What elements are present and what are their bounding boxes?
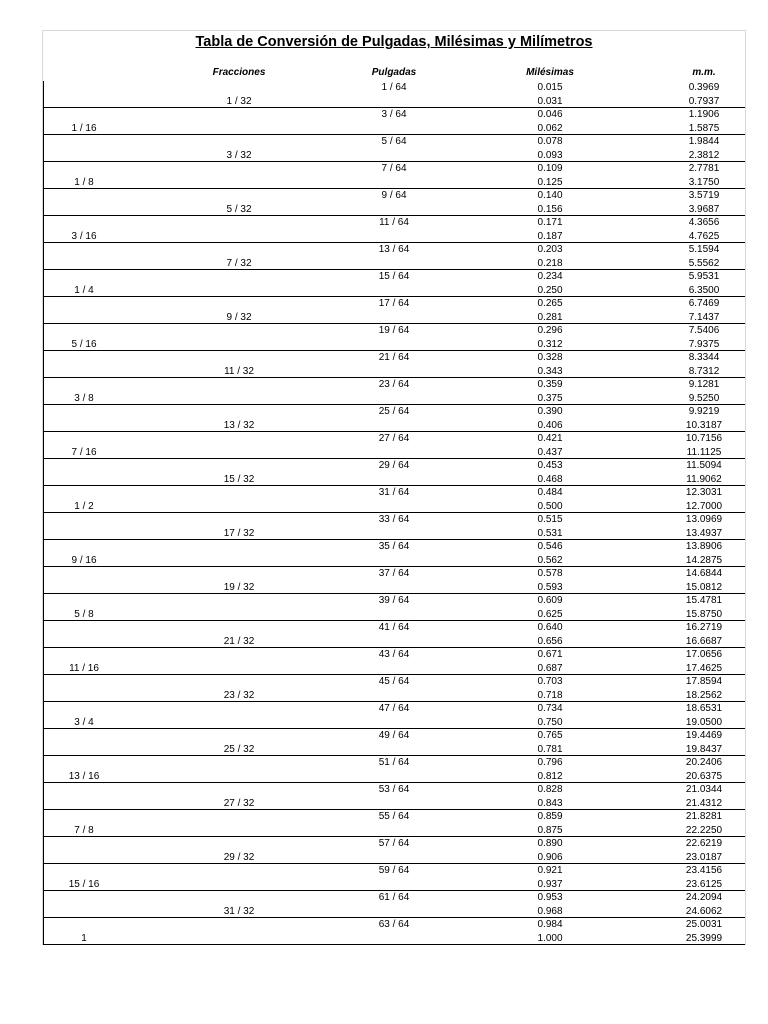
cell-thousandths: 0.531 bbox=[537, 527, 563, 539]
cell-millimeters: 1.5875 bbox=[688, 122, 720, 134]
cell-millimeters: 12.3031 bbox=[685, 487, 723, 498]
cell-fraction-32: 15 / 32 bbox=[223, 473, 255, 485]
table-row bbox=[43, 675, 745, 689]
table-row bbox=[43, 500, 745, 514]
cell-fraction-64: 23 / 64 bbox=[378, 379, 410, 390]
cell-millimeters: 19.4469 bbox=[685, 730, 723, 741]
cell-thousandths: 0.140 bbox=[537, 190, 563, 201]
cell-fraction-32: 3 / 32 bbox=[226, 149, 252, 161]
cell-thousandths: 0.359 bbox=[537, 379, 563, 390]
cell-thousandths: 0.343 bbox=[537, 365, 563, 377]
cell-thousandths: 0.484 bbox=[537, 487, 563, 498]
cell-thousandths: 0.281 bbox=[537, 311, 563, 323]
cell-thousandths: 0.171 bbox=[537, 217, 563, 228]
table-row bbox=[43, 797, 745, 811]
table-row bbox=[43, 351, 745, 365]
cell-thousandths: 0.187 bbox=[537, 230, 563, 242]
cell-fraction-32: 27 / 32 bbox=[223, 797, 255, 809]
cell-fraction-32: 21 / 32 bbox=[223, 635, 255, 647]
cell-thousandths: 0.015 bbox=[537, 82, 563, 93]
table-row bbox=[43, 716, 745, 730]
table-row bbox=[43, 419, 745, 433]
table-row bbox=[43, 176, 745, 190]
table-row bbox=[43, 810, 745, 824]
table-row bbox=[43, 567, 745, 581]
cell-millimeters: 7.5406 bbox=[688, 325, 720, 336]
table-row bbox=[43, 162, 745, 176]
cell-fraction-64: 59 / 64 bbox=[378, 865, 410, 876]
cell-fraction-32: 5 / 32 bbox=[226, 203, 252, 215]
cell-fraction-16: 1 / 4 bbox=[74, 284, 94, 296]
table-body bbox=[43, 81, 745, 945]
table-row bbox=[43, 851, 745, 865]
cell-thousandths: 0.093 bbox=[537, 149, 563, 161]
table-row bbox=[43, 473, 745, 487]
cell-fraction-16: 15 / 16 bbox=[68, 878, 100, 890]
cell-millimeters: 23.0187 bbox=[685, 851, 723, 863]
cell-millimeters: 19.8437 bbox=[685, 743, 723, 755]
table-row bbox=[43, 608, 745, 622]
cell-fraction-16: 5 / 8 bbox=[74, 608, 94, 620]
cell-thousandths: 0.031 bbox=[537, 95, 563, 107]
table-row bbox=[43, 635, 745, 649]
cell-thousandths: 0.843 bbox=[537, 797, 563, 809]
cell-fraction-32: 31 / 32 bbox=[223, 905, 255, 917]
cell-fraction-64: 49 / 64 bbox=[378, 730, 410, 741]
cell-millimeters: 8.3344 bbox=[688, 352, 720, 363]
cell-thousandths: 0.984 bbox=[537, 919, 563, 930]
cell-fraction-64: 19 / 64 bbox=[378, 325, 410, 336]
cell-thousandths: 0.812 bbox=[537, 770, 563, 782]
cell-thousandths: 0.234 bbox=[537, 271, 563, 282]
table-row bbox=[43, 824, 745, 838]
header-mm: m.m. bbox=[692, 67, 716, 78]
cell-thousandths: 0.796 bbox=[537, 757, 563, 768]
table-row bbox=[43, 81, 745, 95]
cell-fraction-16: 7 / 8 bbox=[74, 824, 94, 836]
cell-fraction-64: 35 / 64 bbox=[378, 541, 410, 552]
cell-millimeters: 13.4937 bbox=[685, 527, 723, 539]
cell-millimeters: 20.2406 bbox=[685, 757, 723, 768]
table-row bbox=[43, 446, 745, 460]
table-row bbox=[43, 216, 745, 230]
cell-thousandths: 0.718 bbox=[537, 689, 563, 701]
cell-fraction-64: 3 / 64 bbox=[381, 109, 407, 120]
table-row bbox=[43, 95, 745, 109]
cell-millimeters: 11.9062 bbox=[686, 473, 722, 485]
cell-fraction-64: 1 / 64 bbox=[381, 82, 407, 93]
cell-thousandths: 0.781 bbox=[537, 743, 563, 755]
cell-fraction-32: 1 / 32 bbox=[226, 95, 252, 107]
cell-millimeters: 13.8906 bbox=[685, 541, 723, 552]
cell-thousandths: 0.765 bbox=[537, 730, 563, 741]
table-row bbox=[43, 405, 745, 419]
cell-millimeters: 20.6375 bbox=[685, 770, 723, 782]
cell-millimeters: 17.0656 bbox=[685, 649, 723, 660]
table-row bbox=[43, 837, 745, 851]
header-fracciones: Fracciones bbox=[212, 67, 266, 78]
cell-millimeters: 11.1125 bbox=[686, 446, 722, 458]
cell-fraction-16: 1 / 16 bbox=[71, 122, 97, 134]
cell-millimeters: 19.0500 bbox=[685, 716, 723, 728]
cell-thousandths: 0.906 bbox=[537, 851, 563, 863]
table-row bbox=[43, 338, 745, 352]
table-row bbox=[43, 648, 745, 662]
table-row bbox=[43, 203, 745, 217]
cell-millimeters: 7.9375 bbox=[688, 338, 720, 350]
cell-millimeters: 18.6531 bbox=[685, 703, 723, 714]
cell-thousandths: 0.609 bbox=[537, 595, 563, 606]
cell-fraction-64: 57 / 64 bbox=[378, 838, 410, 849]
cell-millimeters: 21.0344 bbox=[685, 784, 723, 795]
cell-millimeters: 7.1437 bbox=[688, 311, 720, 323]
cell-fraction-16: 1 / 2 bbox=[74, 500, 94, 512]
cell-thousandths: 0.265 bbox=[537, 298, 563, 309]
table-row bbox=[43, 702, 745, 716]
table-row bbox=[43, 459, 745, 473]
cell-fraction-32: 17 / 32 bbox=[223, 527, 255, 539]
cell-fraction-32: 9 / 32 bbox=[226, 311, 252, 323]
table-row bbox=[43, 905, 745, 919]
cell-thousandths: 0.109 bbox=[537, 163, 563, 174]
cell-thousandths: 0.062 bbox=[537, 122, 563, 134]
cell-millimeters: 9.9219 bbox=[688, 406, 720, 417]
table-row bbox=[43, 527, 745, 541]
cell-fraction-64: 21 / 64 bbox=[378, 352, 410, 363]
cell-thousandths: 0.593 bbox=[537, 581, 563, 593]
cell-thousandths: 0.390 bbox=[537, 406, 563, 417]
cell-millimeters: 15.8750 bbox=[685, 608, 723, 620]
cell-fraction-16: 7 / 16 bbox=[71, 446, 97, 458]
cell-fraction-16: 3 / 16 bbox=[71, 230, 97, 242]
cell-fraction-64: 9 / 64 bbox=[381, 190, 407, 201]
cell-millimeters: 2.3812 bbox=[688, 149, 720, 161]
table-row bbox=[43, 392, 745, 406]
table-row bbox=[43, 135, 745, 149]
table-row bbox=[43, 230, 745, 244]
cell-fraction-64: 15 / 64 bbox=[378, 271, 410, 282]
cell-thousandths: 0.406 bbox=[537, 419, 563, 431]
cell-fraction-32: 7 / 32 bbox=[226, 257, 252, 269]
cell-thousandths: 0.125 bbox=[537, 176, 563, 188]
cell-fraction-64: 55 / 64 bbox=[378, 811, 410, 822]
table-row bbox=[43, 365, 745, 379]
cell-fraction-64: 39 / 64 bbox=[378, 595, 410, 606]
cell-thousandths: 0.468 bbox=[537, 473, 563, 485]
cell-fraction-64: 51 / 64 bbox=[378, 757, 410, 768]
table-row bbox=[43, 149, 745, 163]
cell-thousandths: 0.968 bbox=[537, 905, 563, 917]
cell-millimeters: 25.0031 bbox=[685, 919, 723, 930]
cell-thousandths: 0.890 bbox=[537, 838, 563, 849]
cell-fraction-64: 63 / 64 bbox=[378, 919, 410, 930]
cell-millimeters: 17.4625 bbox=[685, 662, 723, 674]
cell-thousandths: 0.328 bbox=[537, 352, 563, 363]
table-row bbox=[43, 513, 745, 527]
cell-thousandths: 0.296 bbox=[537, 325, 563, 336]
cell-thousandths: 0.875 bbox=[537, 824, 563, 836]
cell-fraction-64: 7 / 64 bbox=[381, 163, 407, 174]
table-row bbox=[43, 581, 745, 595]
table-row bbox=[43, 756, 745, 770]
table-row bbox=[43, 540, 745, 554]
cell-millimeters: 2.7781 bbox=[688, 163, 720, 174]
cell-thousandths: 0.656 bbox=[537, 635, 563, 647]
cell-millimeters: 15.0812 bbox=[685, 581, 723, 593]
table-row bbox=[43, 783, 745, 797]
table-row bbox=[43, 378, 745, 392]
cell-millimeters: 17.8594 bbox=[685, 676, 723, 687]
cell-fraction-32: 19 / 32 bbox=[223, 581, 255, 593]
cell-millimeters: 3.5719 bbox=[688, 190, 720, 201]
cell-thousandths: 0.734 bbox=[537, 703, 563, 714]
cell-millimeters: 0.7937 bbox=[688, 95, 720, 107]
cell-thousandths: 0.703 bbox=[537, 676, 563, 687]
cell-fraction-16: 3 / 8 bbox=[74, 392, 94, 404]
cell-fraction-16: 1 / 8 bbox=[74, 176, 94, 188]
header-pulgadas: Pulgadas bbox=[371, 67, 417, 78]
table-row bbox=[43, 594, 745, 608]
table-row bbox=[43, 243, 745, 257]
cell-millimeters: 9.1281 bbox=[688, 379, 720, 390]
cell-thousandths: 0.312 bbox=[537, 338, 563, 350]
cell-millimeters: 14.2875 bbox=[685, 554, 723, 566]
cell-fraction-64: 41 / 64 bbox=[378, 622, 410, 633]
cell-fraction-32: 23 / 32 bbox=[223, 689, 255, 701]
cell-thousandths: 0.500 bbox=[537, 500, 563, 512]
cell-millimeters: 8.7312 bbox=[688, 365, 720, 377]
table-row bbox=[43, 486, 745, 500]
cell-millimeters: 5.1594 bbox=[688, 244, 720, 255]
table-row bbox=[43, 257, 745, 271]
cell-fraction-64: 61 / 64 bbox=[378, 892, 410, 903]
cell-fraction-16: 3 / 4 bbox=[74, 716, 94, 728]
cell-fraction-64: 5 / 64 bbox=[381, 136, 407, 147]
cell-millimeters: 5.5562 bbox=[688, 257, 720, 269]
cell-millimeters: 6.7469 bbox=[688, 298, 720, 309]
cell-millimeters: 4.3656 bbox=[688, 217, 720, 228]
cell-thousandths: 0.437 bbox=[537, 446, 563, 458]
cell-thousandths: 0.687 bbox=[537, 662, 563, 674]
cell-fraction-64: 53 / 64 bbox=[378, 784, 410, 795]
cell-millimeters: 24.6062 bbox=[685, 905, 723, 917]
cell-millimeters: 22.6219 bbox=[685, 838, 723, 849]
cell-fraction-64: 43 / 64 bbox=[378, 649, 410, 660]
table-row bbox=[43, 932, 745, 946]
cell-thousandths: 0.250 bbox=[537, 284, 563, 296]
table-row bbox=[43, 108, 745, 122]
cell-fraction-64: 29 / 64 bbox=[378, 460, 410, 471]
cell-millimeters: 1.1906 bbox=[688, 109, 720, 120]
cell-millimeters: 3.1750 bbox=[688, 176, 720, 188]
table-row bbox=[43, 189, 745, 203]
cell-thousandths: 0.046 bbox=[537, 109, 563, 120]
cell-millimeters: 9.5250 bbox=[688, 392, 720, 404]
cell-thousandths: 0.828 bbox=[537, 784, 563, 795]
cell-thousandths: 0.078 bbox=[537, 136, 563, 147]
cell-millimeters: 14.6844 bbox=[685, 568, 723, 579]
cell-millimeters: 25.3999 bbox=[685, 932, 723, 944]
table-row bbox=[43, 864, 745, 878]
page-title bbox=[43, 34, 745, 50]
cell-thousandths: 0.421 bbox=[537, 433, 563, 444]
table-header bbox=[43, 67, 745, 81]
cell-millimeters: 6.3500 bbox=[688, 284, 720, 296]
cell-thousandths: 0.515 bbox=[537, 514, 563, 525]
cell-fraction-64: 33 / 64 bbox=[378, 514, 410, 525]
header-milesimas: Milésimas bbox=[526, 67, 574, 78]
cell-millimeters: 16.2719 bbox=[685, 622, 723, 633]
table-row bbox=[43, 743, 745, 757]
cell-thousandths: 0.859 bbox=[537, 811, 563, 822]
cell-fraction-64: 13 / 64 bbox=[378, 244, 410, 255]
cell-fraction-16: 11 / 16 bbox=[69, 662, 99, 674]
table-row bbox=[43, 662, 745, 676]
cell-millimeters: 4.7625 bbox=[688, 230, 720, 242]
table-row bbox=[43, 729, 745, 743]
cell-fraction-32: 25 / 32 bbox=[223, 743, 255, 755]
cell-thousandths: 0.671 bbox=[537, 649, 563, 660]
table-row bbox=[43, 878, 745, 892]
cell-millimeters: 18.2562 bbox=[685, 689, 723, 701]
cell-thousandths: 0.921 bbox=[537, 865, 563, 876]
cell-millimeters: 15.4781 bbox=[685, 595, 723, 606]
cell-millimeters: 13.0969 bbox=[685, 514, 723, 525]
table-row bbox=[43, 284, 745, 298]
cell-millimeters: 1.9844 bbox=[688, 136, 720, 147]
cell-fraction-16: 1 bbox=[81, 932, 87, 944]
table-row bbox=[43, 324, 745, 338]
cell-fraction-64: 47 / 64 bbox=[378, 703, 410, 714]
cell-thousandths: 0.562 bbox=[537, 554, 563, 566]
cell-millimeters: 10.3187 bbox=[685, 419, 723, 431]
table-row bbox=[43, 432, 745, 446]
cell-thousandths: 0.953 bbox=[537, 892, 563, 903]
cell-fraction-64: 45 / 64 bbox=[378, 676, 410, 687]
cell-fraction-64: 25 / 64 bbox=[378, 406, 410, 417]
cell-millimeters: 5.9531 bbox=[688, 271, 720, 282]
cell-millimeters: 0.3969 bbox=[688, 82, 720, 93]
cell-fraction-64: 31 / 64 bbox=[378, 487, 410, 498]
table-row bbox=[43, 122, 745, 136]
table-row bbox=[43, 311, 745, 325]
cell-fraction-16: 5 / 16 bbox=[71, 338, 97, 350]
table-row bbox=[43, 891, 745, 905]
cell-thousandths: 0.546 bbox=[537, 541, 563, 552]
cell-thousandths: 0.937 bbox=[537, 878, 563, 890]
cell-millimeters: 10.7156 bbox=[685, 433, 723, 444]
cell-thousandths: 0.453 bbox=[537, 460, 563, 471]
table-row bbox=[43, 689, 745, 703]
cell-fraction-64: 11 / 64 bbox=[379, 217, 409, 228]
conversion-sheet bbox=[42, 30, 746, 945]
cell-millimeters: 24.2094 bbox=[685, 892, 723, 903]
cell-millimeters: 3.9687 bbox=[688, 203, 720, 215]
cell-millimeters: 23.6125 bbox=[685, 878, 723, 890]
cell-thousandths: 0.578 bbox=[537, 568, 563, 579]
cell-millimeters: 12.7000 bbox=[685, 500, 723, 512]
cell-thousandths: 0.218 bbox=[537, 257, 563, 269]
cell-thousandths: 0.203 bbox=[537, 244, 563, 255]
cell-millimeters: 23.4156 bbox=[685, 865, 723, 876]
cell-thousandths: 1.000 bbox=[537, 932, 563, 944]
table-row bbox=[43, 621, 745, 635]
cell-thousandths: 0.625 bbox=[537, 608, 563, 620]
table-row bbox=[43, 554, 745, 568]
cell-millimeters: 21.4312 bbox=[685, 797, 723, 809]
cell-fraction-64: 27 / 64 bbox=[378, 433, 410, 444]
cell-millimeters: 16.6687 bbox=[685, 635, 723, 647]
table-row bbox=[43, 270, 745, 284]
table-row bbox=[43, 918, 745, 932]
table-row bbox=[43, 770, 745, 784]
cell-fraction-32: 11 / 32 bbox=[224, 365, 254, 377]
title-text: Tabla de Conversión de Pulgadas, Milésimas y Milímetros bbox=[195, 34, 593, 50]
cell-thousandths: 0.156 bbox=[537, 203, 563, 215]
cell-thousandths: 0.640 bbox=[537, 622, 563, 633]
cell-fraction-64: 17 / 64 bbox=[378, 298, 410, 309]
cell-fraction-16: 13 / 16 bbox=[68, 770, 100, 782]
cell-millimeters: 11.5094 bbox=[686, 460, 722, 471]
cell-fraction-32: 29 / 32 bbox=[223, 851, 255, 863]
cell-millimeters: 21.8281 bbox=[685, 811, 723, 822]
cell-fraction-64: 37 / 64 bbox=[378, 568, 410, 579]
cell-millimeters: 22.2250 bbox=[685, 824, 723, 836]
cell-fraction-16: 9 / 16 bbox=[71, 554, 97, 566]
table-row bbox=[43, 297, 745, 311]
cell-thousandths: 0.375 bbox=[537, 392, 563, 404]
cell-thousandths: 0.750 bbox=[537, 716, 563, 728]
cell-fraction-32: 13 / 32 bbox=[223, 419, 255, 431]
